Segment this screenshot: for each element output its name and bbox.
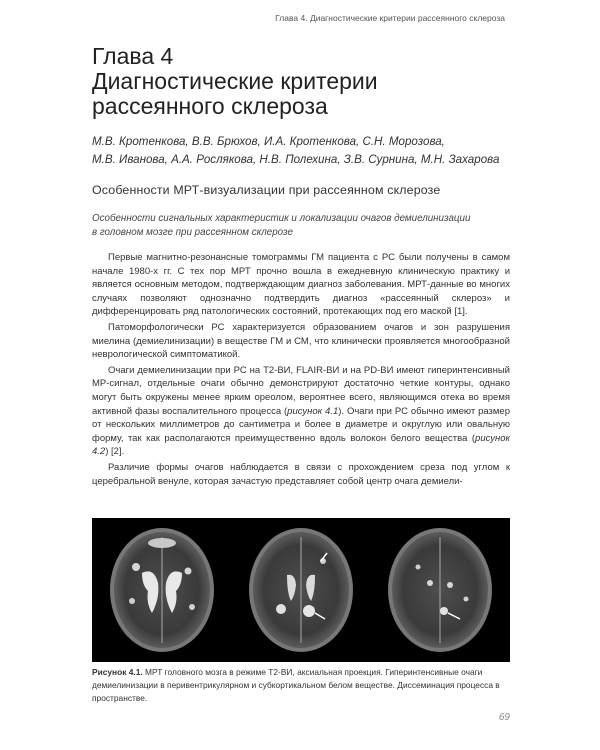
chapter-title-line-3: рассеянного склероза <box>92 93 328 119</box>
section-title: Особенности МРТ-визуализации при рассеянном склерозе <box>92 183 441 197</box>
mri-axial-slice-2 <box>241 523 361 657</box>
paragraph-3 <box>92 364 510 459</box>
subsection-line-1: Особенности сигнальных характеристик и локализации очагов демиелинизации <box>92 213 471 224</box>
figure-caption-label: Рисунок 4.1. <box>92 667 143 677</box>
figure-reference-4-2: рисунок 4.2 <box>92 432 510 458</box>
paragraph-2: Патоморфологически РС характеризуется образованием очагов и зон разрушения миелина (демиелинизации) в веществе ГМ и СМ, что клинически проявляется многообразной неврологической симптоматикой. <box>92 321 510 361</box>
paragraph-3-part-a: Очаги демиелинизации при РС на Т2-ВИ, FLAIR-ВИ и на PD-ВИ имеют гиперинтенсивный МР-сигнал, отдельные очаги обычно демонстрируют достаточно четкие контуры, однако могут быть окружены менее ярким ореолом, вероятнее всего, являющимся отека во время активной фазы воспалительного процесса ( <box>92 364 510 417</box>
figure-caption-text: МРТ головного мозга в режиме Т2-ВИ, аксиальная проекция. Гиперинтенсивные очаги демиелинизации в перивентрикулярном и субкортикальном белом веществе. Диссеминация процесса в пространстве. <box>92 667 500 703</box>
chapter-title-line-2: Диагностические критерии <box>92 68 378 94</box>
lesion <box>189 604 195 610</box>
authors-line-1: М.В. Кротенкова, В.В. Брюхов, И.А. Кротенкова, С.Н. Морозова, <box>92 135 445 148</box>
lesion <box>416 565 421 570</box>
body-text <box>92 251 510 490</box>
subsection-line-2: в головном мозге при рассеянном склерозе <box>92 227 293 238</box>
subsection-title <box>92 212 512 240</box>
authors <box>92 133 512 169</box>
lesion <box>303 605 315 617</box>
lesion <box>132 563 140 571</box>
lesion <box>184 568 191 575</box>
running-header: Глава 4. Диагностические критерии рассеянного склероза <box>275 13 505 23</box>
lesion <box>464 597 469 602</box>
mri-axial-slice-1 <box>102 523 222 657</box>
page-number: 69 <box>498 712 510 723</box>
lesion <box>447 582 453 588</box>
chapter-title-line-1: Глава 4 <box>92 43 174 69</box>
paragraph-1: Первые магнитно-резонансные томограммы ГМ пациента с РС были получены в самом начале 1980-х гг. С тех пор МРТ прочно вошла в ежедневную клиническую практику и является основным методом, подтверждающим диагноз заболевания. МРТ-данные во многих случаях позволяют однозначно подтвердить диагноз «рассеянный склероз» и дифференцировать ряд патологических состояний, протекающих под его маской [1]. <box>92 252 510 318</box>
lesion <box>129 598 135 604</box>
paragraph-3-part-b: ). Очаги при РС обычно имеют размер от нескольких миллиметров до сантиметра и более в диаметре и округлую или овальную форму, так как располагаются преимущественно вдоль волокон белого вещества ( <box>92 405 511 444</box>
lesion <box>440 607 448 615</box>
lesion <box>276 604 286 614</box>
mri-figure <box>92 518 510 662</box>
paragraph-3-part-c: ) [2]. <box>105 446 125 458</box>
paragraph-4: Различие формы очагов наблюдается в связи с прохождением среза под углом к церебральной венуле, которая зачастую представляет собой центр очага демиели- <box>92 461 510 487</box>
frontal-csf <box>148 538 176 548</box>
chapter-title <box>92 44 378 119</box>
mri-axial-slice-3 <box>380 523 500 657</box>
authors-line-2: М.В. Иванова, А.А. Рослякова, Н.В. Полехина, З.В. Сурнина, М.Н. Захарова <box>92 153 500 166</box>
figure-caption <box>92 666 510 705</box>
lesion <box>427 580 433 586</box>
figure-reference-4-1: рисунок 4.1 <box>287 405 339 417</box>
